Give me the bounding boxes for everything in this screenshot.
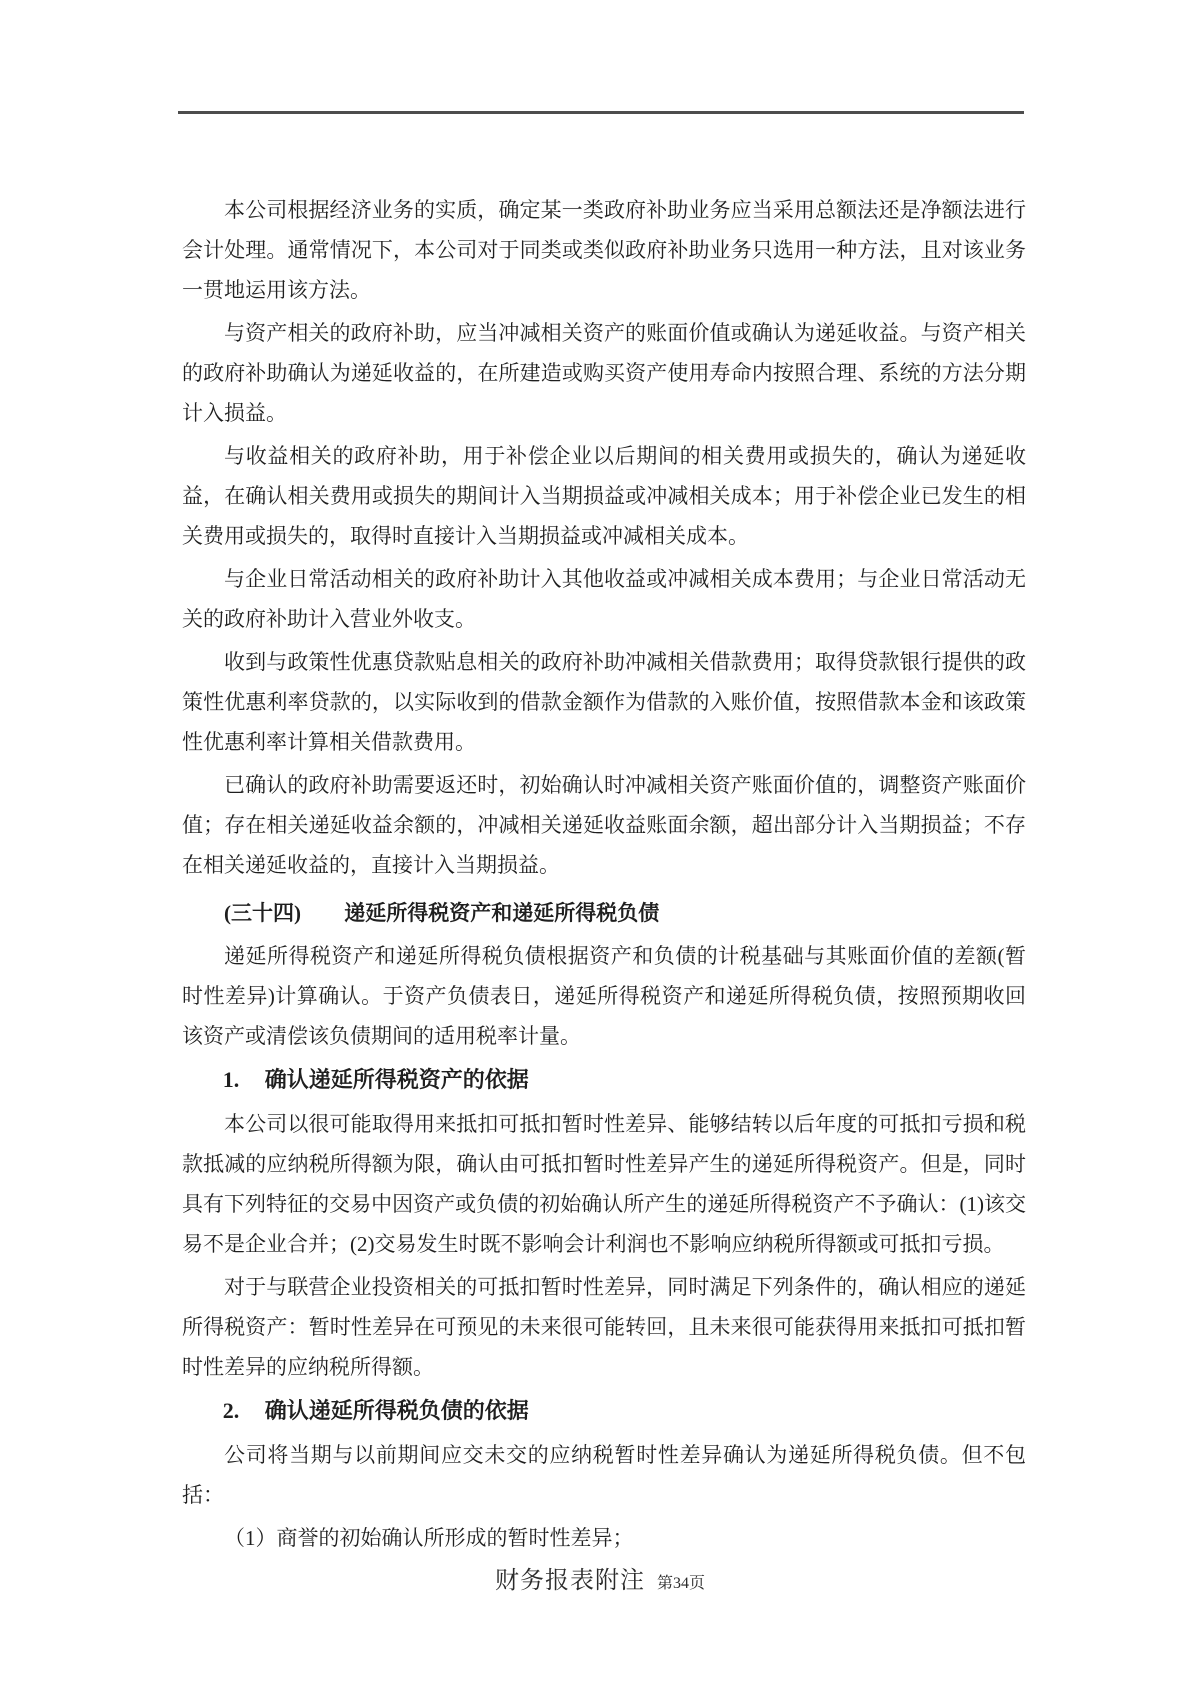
paragraph-daily-activity-grants: 与企业日常活动相关的政府补助计入其他收益或冲减相关成本费用；与企业日常活动无关的政府补助计入营业外收支。 (182, 567, 1026, 631)
sub-heading-number: 1. (222, 1067, 240, 1092)
sub-heading-title: 确认递延所得税负债的依据 (264, 1398, 529, 1423)
sub-heading-deferred-tax-assets (182, 1060, 1026, 1100)
section-number: (三十四) (224, 901, 301, 925)
paragraph-goodwill-exception: （1）商誉的初始确认所形成的暂时性差异； (224, 1526, 634, 1550)
sub-heading-title: 确认递延所得税资产的依据 (264, 1067, 529, 1092)
paragraph-deferred-tax-basis: 递延所得税资产和递延所得税负债根据资产和负债的计税基础与其账面价值的差额(暂时性差异)计算确认。于资产负债表日，递延所得税资产和递延所得税负债，按照预期收回该资产或清偿该负债期间的适用税率计量。 (182, 944, 1026, 1048)
section-heading-34 (182, 893, 1026, 933)
section-title: 递延所得税资产和递延所得税负债 (344, 901, 660, 925)
sub-heading-number: 2. (222, 1398, 240, 1423)
paragraph-associate-investment-differences: 对于与联营企业投资相关的可抵扣暂时性差异，同时满足下列条件的，确认相应的递延所得税资产：暂时性差异在可预见的未来很可能转回，且未来很可能获得用来抵扣可抵扣暂时性差异的应纳税所得额。 (182, 1275, 1026, 1379)
paragraph-grant-repayment: 已确认的政府补助需要返还时，初始确认时冲减相关资产账面价值的，调整资产账面价值；存在相关递延收益余额的，冲减相关递延收益账面余额，超出部分计入当期损益；不存在相关递延收益的，直接计入当期损益。 (182, 773, 1026, 877)
footer-page-number: 第34页 (656, 1575, 705, 1592)
paragraph-deferred-tax-asset-recognition: 本公司以很可能取得用来抵扣可抵扣暂时性差异、能够结转以后年度的可抵扣亏损和税款抵减的应纳税所得额为限，确认由可抵扣暂时性差异产生的递延所得税资产。但是，同时具有下列特征的交易中因资产或负债的初始确认所产生的递延所得税资产不予确认：(1)该交易不是企业合并；(2)交易发生时既不影响会计利润也不影响应纳税所得额或可抵扣亏损。 (182, 1112, 1026, 1256)
document-body (182, 190, 1026, 1561)
paragraph-asset-related-grants: 与资产相关的政府补助，应当冲减相关资产的账面价值或确认为递延收益。与资产相关的政府补助确认为递延收益的，在所建造或购买资产使用寿命内按照合理、系统的方法分期计入损益。 (182, 321, 1026, 425)
sub-heading-deferred-tax-liabilities (182, 1391, 1026, 1431)
page-footer (0, 1560, 1200, 1595)
paragraph-income-related-grants: 与收益相关的政府补助，用于补偿企业以后期间的相关费用或损失的，确认为递延收益，在确认相关费用或损失的期间计入当期损益或冲减相关成本；用于补偿企业已发生的相关费用或损失的，取得时直接计入当期损益或冲减相关成本。 (182, 444, 1026, 548)
paragraph-deferred-tax-liability-recognition: 公司将当期与以前期间应交未交的应纳税暂时性差异确认为递延所得税负债。但不包括： (182, 1443, 1026, 1507)
header-divider (178, 111, 1024, 114)
paragraph-policy-loan-discount: 收到与政策性优惠贷款贴息相关的政府补助冲减相关借款费用；取得贷款银行提供的政策性优惠利率贷款的，以实际收到的借款金额作为借款的入账价值，按照借款本金和该政策性优惠利率计算相关借款费用。 (182, 650, 1026, 754)
paragraph-grant-accounting-method: 本公司根据经济业务的实质，确定某一类政府补助业务应当采用总额法还是净额法进行会计处理。通常情况下，本公司对于同类或类似政府补助业务只选用一种方法，且对该业务一贯地运用该方法。 (182, 198, 1026, 302)
footer-title: 财务报表附注 (494, 1568, 645, 1594)
